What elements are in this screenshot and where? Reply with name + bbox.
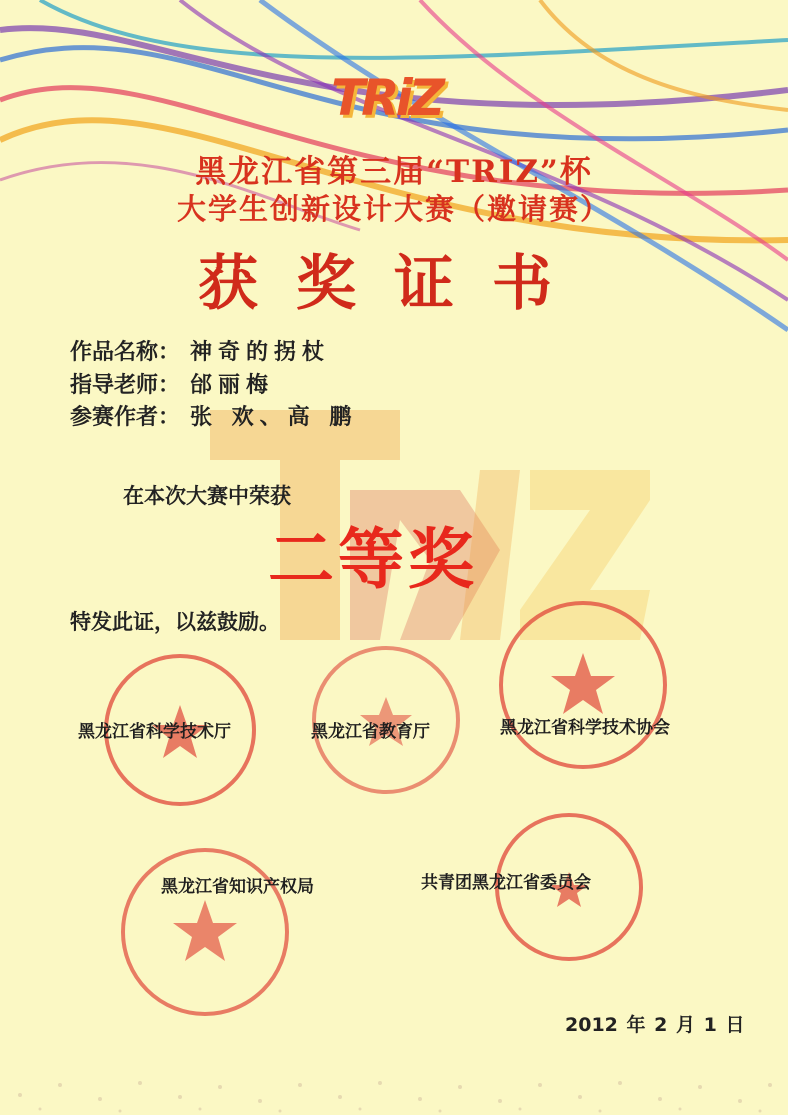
logo-text: TRiZ (330, 69, 441, 127)
triz-logo (322, 68, 450, 128)
authors-row (70, 400, 357, 431)
date-month: 2 (654, 1014, 668, 1036)
advisor-value: 邰丽梅 (190, 372, 275, 398)
org-youth-league-committee: 共青团黑龙江省委员会 (421, 873, 591, 893)
org-education-department: 黑龙江省教育厅 (311, 722, 430, 742)
work-name-label: 作品名称： (70, 340, 181, 365)
work-name-row (70, 335, 330, 366)
date-day-unit: 日 (725, 1014, 745, 1036)
date-day: 1 (703, 1014, 717, 1036)
date-year-unit: 年 (626, 1014, 646, 1036)
decorative-dots-border (0, 1025, 788, 1115)
certificate-title: 获奖证书 (198, 249, 590, 319)
work-name-value: 神奇的拐杖 (190, 339, 331, 365)
award-level: 二等奖 (268, 521, 478, 598)
closing-statement: 特发此证，以兹鼓励。 (70, 610, 280, 634)
contest-title-line2: 大学生创新设计大赛（邀请赛） (176, 192, 611, 226)
org-science-technology-department: 黑龙江省科学技术厅 (78, 722, 231, 742)
date-month-unit: 月 (676, 1014, 696, 1036)
org-science-technology-association: 黑龙江省科学技术协会 (500, 718, 670, 738)
seal-science-technology-association (496, 598, 670, 772)
award-intro: 在本次大赛中荣获 (123, 484, 291, 508)
contest-title-line1: 黑龙江省第三届“TRIZ”杯 (195, 154, 593, 190)
advisor-label: 指导老师： (70, 373, 181, 398)
authors-label: 参赛作者： (70, 405, 181, 430)
org-intellectual-property-office: 黑龙江省知识产权局 (161, 877, 314, 897)
authors-value: 张 欢、高 鹏 (190, 404, 358, 430)
advisor-row (70, 368, 274, 399)
date-year: 2012 (565, 1014, 618, 1036)
